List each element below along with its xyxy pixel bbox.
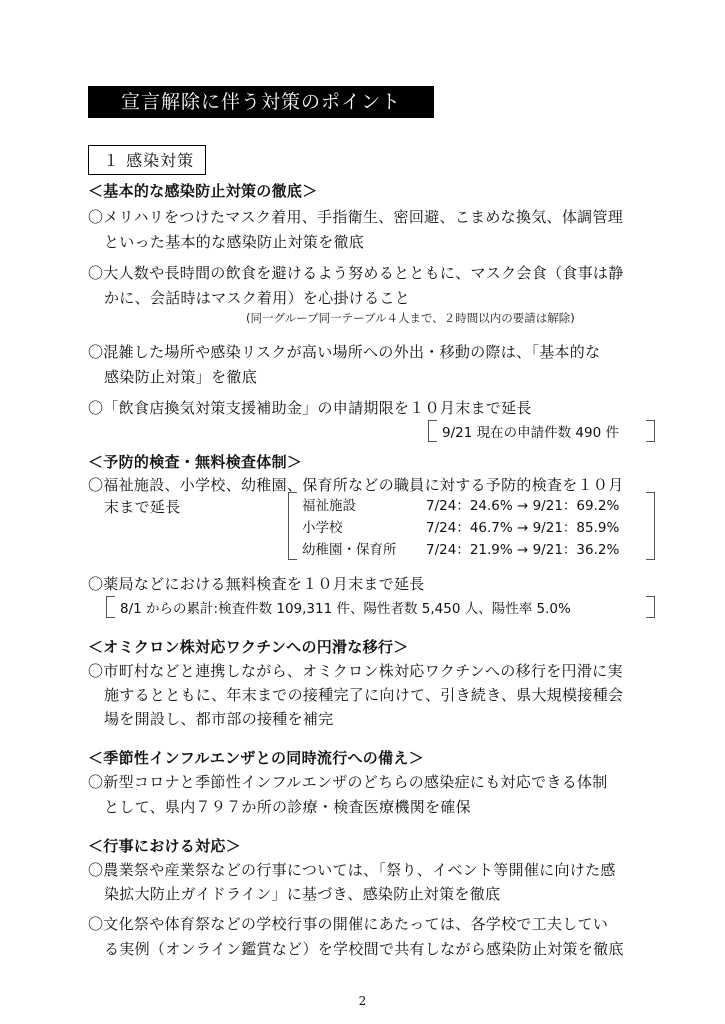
rate-label: 幼稚園・保育所 [302,542,397,558]
basic-item-1-line-1: 〇メリハリをつけたマスク着用、手指衛生、密回避、こまめな換気、体調管理 [88,208,624,226]
events-item-1-line-1: 〇農業祭や産業祭などの行事については、「祭り、イベント等開催に向けた感 [88,861,616,879]
free-test-cumulative: 8/1 からの累計:検査件数 109,311 件、陽性者数 5,450 人、陽性率 5.0% [120,601,571,617]
basic-item-2-note: (同一グループ同一テーブル４人まで、２時間以内の要請は解除) [246,311,575,325]
section-heading: １ 感染対策 [88,145,206,175]
bracket-left [428,420,437,442]
rate-value: 7/24：21.9% → 9/21：36.2% [426,542,620,558]
testing-item-1-line-1: 〇福祉施設、小学校、幼稚園、保育所などの職員に対する予防的検査を１０月 [88,476,624,494]
vaccine-line-1: 〇市町村などと連携しながら、オミクロン株対応ワクチンへの移行を円滑に実 [88,662,623,680]
vaccine-line-2: 施するとともに、年末までの接種完了に向けて、引き続き、県大規模接種会 [104,686,624,704]
testing-item-1-line-2: 末まで延長 [104,498,181,516]
heading-basic-measures: ＜基本的な感染防止対策の徹底＞ [88,182,318,200]
heading-events: ＜行事における対応＞ [88,837,242,855]
vaccine-line-3: 場を開設し、都市部の接種を補完 [104,710,334,728]
events-item-1-line-2: 染拡大防止ガイドライン」に基づき、感染防止対策を徹底 [104,885,501,903]
flu-line-1: 〇新型コロナと季節性インフルエンザのどちらの感染症にも対応できる体制 [88,773,608,791]
flu-line-2: として、県内７９７か所の診療・検査医療機関を確保 [104,798,471,816]
rate-value: 7/24：24.6% → 9/21：69.2% [426,498,620,514]
events-item-2-line-1: 〇文化祭や体育祭などの学校行事の開催にあたっては、各学校で工夫してい [88,915,609,933]
bracket-right [646,596,655,618]
events-item-2-line-2: る実例（オンライン鑑賞など）を学校間で共有しながら感染防止対策を徹底 [104,940,624,958]
basic-item-4-line-1: 〇「飲食店換気対策支援補助金」の申請期限を１０月末まで延長 [88,399,532,417]
basic-item-2-line-2: かに、会話時はマスク着用）を心掛けること [104,289,411,307]
testing-item-2-line-1: 〇薬局などにおける無料検査を１０月末まで延長 [88,575,425,593]
basic-item-3-line-1: 〇混雑した場所や感染リスクが高い場所への外出・移動の際は、「基本的な [88,343,601,361]
bracket-right [646,492,655,560]
basic-item-3-line-2: 感染防止対策」を徹底 [104,368,258,386]
subsidy-application-count: 9/21 現在の申請件数 490 件 [442,425,619,441]
bracket-right [646,420,655,442]
rate-value: 7/24：46.7% → 9/21：85.9% [426,520,620,536]
page-title: 宣言解除に伴う対策のポイント [88,86,434,118]
bracket-left [288,492,297,560]
basic-item-2-line-1: 〇大人数や長時間の飲食を避けるよう努めるとともに、マスク会食（食事は静 [88,264,624,282]
basic-item-1-line-2: といった基本的な感染防止対策を徹底 [104,233,365,251]
rate-label: 小学校 [302,520,343,536]
rate-label: 福祉施設 [302,498,356,514]
bracket-left [106,596,115,618]
page-number: 2 [358,994,367,1008]
heading-preventive-testing: ＜予防的検査・無料検査体制＞ [88,453,303,471]
heading-flu-preparedness: ＜季節性インフルエンザとの同時流行への備え＞ [88,749,425,767]
heading-omicron-vaccine: ＜オミクロン株対応ワクチンへの円滑な移行＞ [88,638,409,656]
